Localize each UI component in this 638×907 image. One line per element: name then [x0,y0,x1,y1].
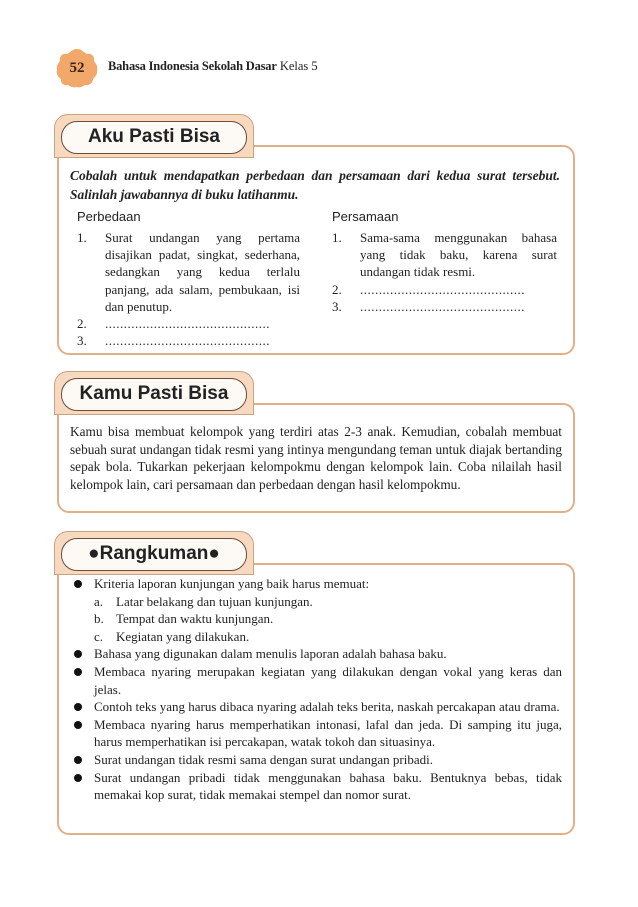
summary-item: Contoh teks yang harus dibaca nyaring adalah teks berita, naskah percakapan atau drama. [70,698,562,716]
bullet-icon: ● [88,543,100,564]
bullet-icon [74,721,82,729]
bullet-icon [74,703,82,711]
summary-item: Bahasa yang digunakan dalam menulis laporan adalah bahasa baku. [70,645,562,663]
page-number-badge [56,48,98,88]
exercise-instruction: Cobalah untuk mendapatkan perbedaan dan persamaan dari kedua surat tersebut. Salinlah jawabannya di buku latihanmu. [70,168,560,202]
perbedaan-item: 1. Surat undangan yang pertama disajikan padat, singkat, sederhana, sedangkan yang kedua terlalu panjang, ada salam, pembukaan, isi dan penutup. [77,230,300,314]
summary-subitem: b. Tempat dan waktu kunjungan. [94,611,274,627]
book-grade: Kelas 5 [279,59,318,73]
aku-pasti-bisa-title: Aku Pasti Bisa [61,121,247,154]
bullet-icon [74,650,82,658]
kamu-pasti-bisa-title: Kamu Pasti Bisa [61,378,247,411]
rangkuman-pill [61,538,247,571]
summary-item: Membaca nyaring harus memperhatikan intonasi, lafal dan jeda. Di samping itu juga, harus memperhatikan isi percakapan, watak tokoh dan situasinya. [70,716,562,751]
bullet-icon: ● [208,543,220,564]
bullet-icon [74,580,82,588]
perbedaan-item: 2. ............................................ [77,316,270,332]
summary-item: Kriteria laporan kunjungan yang baik harus memuat: a. Latar belakang dan tujuan kunjungan. b. Tempat dan waktu kunjungan. c. Kegiatan yang dilakukan. [70,575,562,645]
persamaan-item: 3. ............................................ [332,298,525,314]
perbedaan-item: 3. ............................................ [77,333,270,349]
persamaan-item: 2. ............................................ [332,281,525,297]
persamaan-list [332,229,557,315]
kamu-pasti-bisa-tab [54,371,254,415]
book-title: Bahasa Indonesia Sekolah Dasar [108,59,277,73]
aku-pasti-bisa-tab [54,114,254,158]
perbedaan-title: Perbedaan [77,209,141,224]
bullet-icon [74,668,82,676]
persamaan-title: Persamaan [332,209,399,224]
group-task-text: Kamu bisa membuat kelompok yang terdiri atas 2-3 anak. Kemudian, cobalah membuat sebuah surat undangan tidak resmi yang intinya mengundang teman untuk diajak bertanding sepak bola. Tukarkan pekerjaan kelompokmu dengan kelompok lain. Coba nilailah hasil kelompok lain, cari persamaan dan perbedaan dengan hasil kelompokmu. [70,424,562,492]
rangkuman-tab [54,531,254,575]
summary-item: Membaca nyaring merupakan kegiatan yang dilakukan dengan vokal yang keras dan jelas. [70,663,562,698]
summary-list [70,575,562,804]
bullet-icon [74,756,82,764]
rangkuman-title: Rangkuman [99,543,209,564]
summary-item: Surat undangan pribadi tidak menggunakan bahasa baku. Bentuknya bebas, tidak memakai kop surat, tidak memakai stempel dan nomor surat. [70,769,562,804]
persamaan-item: 1. Sama-sama menggunakan bahasa yang tidak baku, karena surat undangan tidak resmi. [332,230,557,280]
running-header [108,59,318,74]
summary-subitem: c. Kegiatan yang dilakukan. [94,628,250,644]
summary-sublist [94,593,562,646]
summary-subitem: a. Latar belakang dan tujuan kunjungan. [94,593,313,609]
summary-item: Surat undangan tidak resmi sama dengan surat undangan pribadi. [70,751,562,769]
bullet-icon [74,774,82,782]
perbedaan-list [77,229,300,349]
page-number: 52 [69,60,85,76]
